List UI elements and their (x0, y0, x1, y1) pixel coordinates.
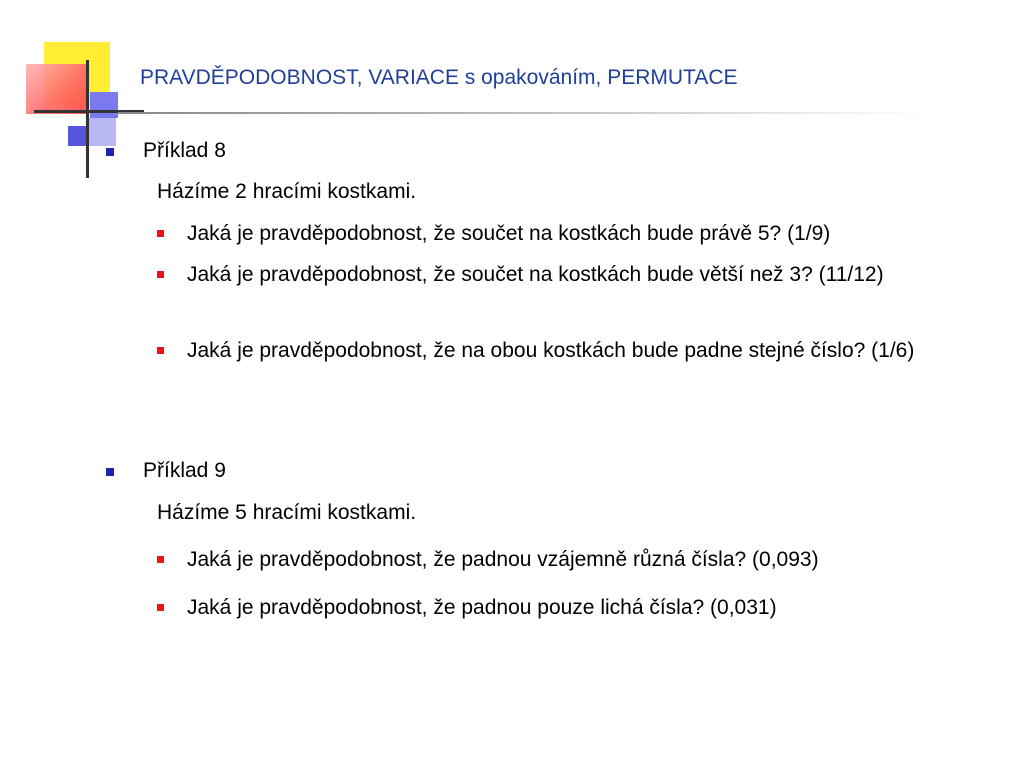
example-8-question-1 (187, 217, 987, 251)
slide-title: PRAVDĚPODOBNOST, VARIACE s opakováním, PERMUTACE (140, 66, 738, 89)
example-8-question-3 (187, 334, 967, 368)
bullet-icon (106, 148, 114, 156)
bullet-icon (157, 271, 164, 278)
bullet-icon (157, 230, 164, 237)
example-9-heading: Příklad 9 (143, 459, 226, 482)
question-text: Jaká je pravděpodobnost, že součet na kostkách bude právě 5? (1/9) (187, 222, 831, 245)
example-8-intro: Házíme 2 hracími kostkami. (157, 180, 417, 203)
example-9-question-2 (187, 591, 987, 625)
bullet-icon (157, 604, 164, 611)
question-text: Jaká je pravděpodobnost, že padnou vzájemně různá čísla? (0,093) (187, 548, 819, 571)
example-8-question-2 (187, 258, 977, 292)
question-text: Jaká je pravděpodobnost, že na obou kostkách bude padne stejné číslo? (1/6) (187, 339, 915, 362)
question-text: Jaká je pravděpodobnost, že padnou pouze lichá čísla? (0,031) (187, 596, 777, 619)
question-text: Jaká je pravděpodobnost, že součet na kostkách bude větší než 3? (11/12) (187, 263, 884, 286)
example-9-question-1 (187, 543, 987, 577)
bullet-icon (106, 468, 114, 476)
example-9-intro: Házíme 5 hracími kostkami. (157, 501, 417, 524)
example-9-item (143, 459, 226, 483)
example-8-heading: Příklad 8 (143, 139, 226, 162)
example-8-item (143, 139, 226, 163)
bullet-icon (157, 347, 164, 354)
bullet-icon (157, 556, 164, 563)
